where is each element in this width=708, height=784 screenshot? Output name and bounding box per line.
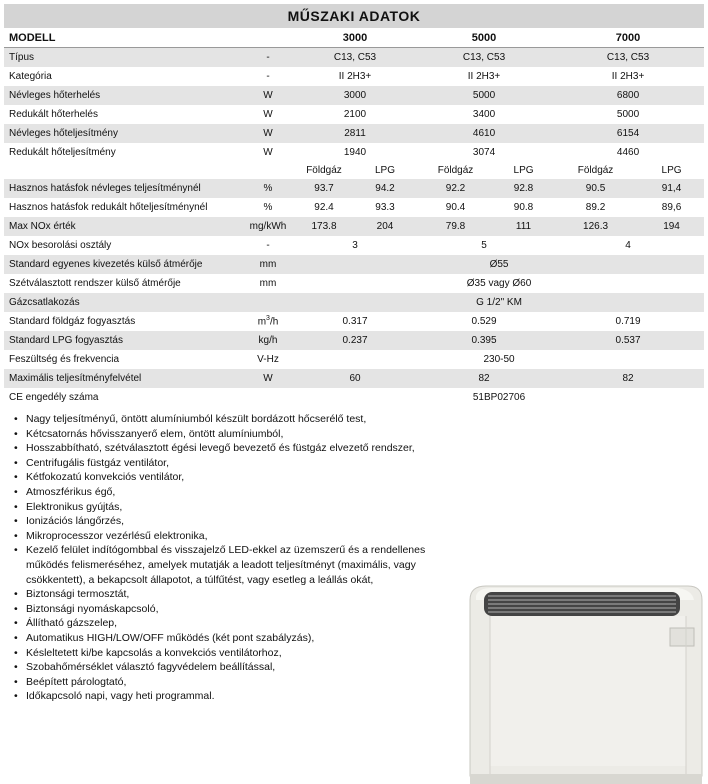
gas-convector-heater-icon [440, 578, 708, 784]
table-row: Hasznos hatásfok redukált hőteljesítménynél % 92.4 93.3 90.4 90.8 89.2 89,6 [4, 198, 704, 217]
table-row: Kategória - II 2H3+ II 2H3+ II 2H3+ [4, 67, 704, 86]
model-5000: 5000 [416, 28, 552, 48]
list-item: • Atmoszférikus égő, [14, 485, 456, 500]
list-item: • Késleltetett ki/be kapcsolás a konvekciós ventilátorhoz, [14, 646, 456, 661]
list-item: • Biztonsági termosztát, [14, 587, 456, 602]
list-item: • Automatikus HIGH/LOW/OFF működés (két pont szabályzás), [14, 631, 456, 646]
list-item: • Beépített párologtató, [14, 675, 456, 690]
list-item: • Kétcsatornás hővisszanyerő elem, öntött alumíniumból, [14, 427, 456, 442]
list-item: • Biztonsági nyomáskapcsoló, [14, 602, 456, 617]
table-row: Gázcsatlakozás G 1/2" KM [4, 293, 704, 312]
feature-list [6, 412, 456, 704]
tech-data-sheet [4, 4, 704, 407]
table-row: NOx besorolási osztály - 3 5 4 [4, 236, 704, 255]
table-row: Redukált hőterhelés W 2100 3400 5000 [4, 105, 704, 124]
table-row: Maximális teljesítményfelvétel W 60 82 82 [4, 369, 704, 388]
header-row [4, 28, 704, 48]
model-7000: 7000 [552, 28, 704, 48]
table-row: Standard földgáz fogyasztás $m^3/h$ 0.317 0.529 0.719 [4, 312, 704, 331]
table-row: Standard egyenes kivezetés külső átmérője mm Ø55 [4, 255, 704, 274]
list-item: • Kétfokozatú konvekciós ventilátor, [14, 470, 456, 485]
table-row: Szétválasztott rendszer külső átmérője mm Ø35 vagy Ø60 [4, 274, 704, 293]
list-item: • Kezelő felület indítógombbal és visszajelző LED-ekkel az üzemszerű és a rendellenes működés felismeréséhez, amelyek mutatják a leadott teljesítményt (maximális, vagy csökkentett), a bekapcsolt állapotot, a túlfűtést, vagy esetleg a leállás okát, [14, 543, 456, 587]
table-row: Standard LPG fogyasztás kg/h 0.237 0.395 0.537 [4, 331, 704, 350]
page-title: MŰSZAKI ADATOK [4, 4, 704, 28]
table-row: Hasznos hatásfok névleges teljesítménynél % 93.7 94.2 92.2 92.8 90.5 91,4 [4, 179, 704, 198]
list-item: • Mikroprocesszor vezérlésű elektronika, [14, 529, 456, 544]
list-item: • Centrifugális füstgáz ventilátor, [14, 456, 456, 471]
table-row: Redukált hőteljesítmény W 1940 3074 4460 [4, 143, 704, 162]
list-item: • Nagy teljesítményű, öntött alumíniumból készült bordázott hőcserélő test, [14, 412, 456, 427]
list-item: • Elektronikus gyújtás, [14, 500, 456, 515]
model-3000: 3000 [294, 28, 416, 48]
list-item: • Állítható gázszelep, [14, 616, 456, 631]
list-item: • Szobahőmérséklet választó fagyvédelem beállítással, [14, 660, 456, 675]
table-row: Névleges hőteljesítmény W 2811 4610 6154 [4, 124, 704, 143]
list-item: • Hosszabbítható, szétválasztott égési levegő bevezető és füstgáz elvezető rendszer, [14, 441, 456, 456]
table-row: CE engedély száma 51BP02706 [4, 388, 704, 407]
list-item: • Ionizációs lángőrzés, [14, 514, 456, 529]
model-label: MODELL [4, 28, 242, 48]
unit-m3h: $m^3/h$ [242, 312, 294, 331]
table-row: Típus - C13, C53 C13, C53 C13, C53 [4, 48, 704, 68]
list-item: • Időkapcsoló napi, vagy heti programmal. [14, 689, 456, 704]
table-row: Névleges hőterhelés W 3000 5000 6800 [4, 86, 704, 105]
fuel-subheader-row: Földgáz LPG Földgáz LPG Földgáz LPG [4, 162, 704, 179]
table-row: Max NOx érték mg/kWh 173.8 204 79.8 111 126.3 194 [4, 217, 704, 236]
spec-table [4, 28, 704, 407]
table-row: Feszültség és frekvencia V-Hz 230-50 [4, 350, 704, 369]
